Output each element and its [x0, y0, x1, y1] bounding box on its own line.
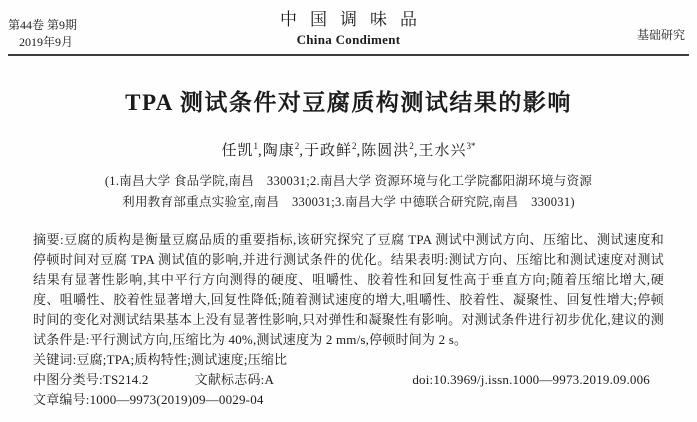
- author-name: 王水兴$^{3*}$: [418, 141, 476, 159]
- abstract-paragraph: 摘要:豆腐的质构是衡量豆腐品质的重要指标,该研究探究了豆腐 TPA 测试中测试方向、压缩比、测试速度和停顿时间对豆腐 TPA 测试值的影响,并进行测试条件的优化。结果表明:测试方向、压缩比和测试速度对测试结果有显著性影响,其中平行方向测得的硬度、咀嚼性、胶着性和回复性高于垂直方向;随着压缩比增大,硬度、咀嚼性、胶着性显著增大,回复性降低;随着测试速度的增大,咀嚼性、胶着性、凝聚性、回复性增大;停顿时间的变化对测试结果基本上没有显著性影响,只对弹性和凝聚性有影响。对测试条件进行初步优化,建议的测试条件是:平行测试方向,压缩比为 40%,测试速度为 2 mm/s,停顿时间为 2 s。: [33, 232, 664, 347]
- author-separator: ,: [257, 143, 263, 159]
- author-name: 任凯$^1$: [221, 141, 258, 159]
- author-name: 于政鲜$^2$: [303, 141, 357, 159]
- journal-name-block: [0, 5, 697, 48]
- clc-number: 中图分类号:TS214.2: [33, 372, 149, 387]
- journal-name-en: China Condiment: [296, 32, 401, 47]
- author-separator: ,: [356, 143, 362, 159]
- author-separator: ,: [413, 143, 419, 159]
- author-separator: ,: [299, 143, 304, 159]
- classification-line: [33, 370, 664, 390]
- document-code: 文献标志码:A: [194, 372, 275, 387]
- author-affil-mark: 2: [409, 141, 414, 151]
- affiliation-line: 利用教育部重点实验室,南昌 330031;3.南昌大学 中德联合研究院,南昌 330031): [122, 195, 575, 209]
- affiliation-line: (1.南昌大学 食品学院,南昌 330031;2.南昌大学 资源环境与化工学院鄱阳湖环境与资源: [104, 174, 593, 188]
- keywords-line: 关键词:豆腐;TPA;质构特性;测试速度;压缩比: [33, 352, 288, 367]
- author-affil-mark: 2: [352, 141, 357, 151]
- article-number-line: 文章编号:1000—9973(2019)09—0029-04: [33, 392, 264, 407]
- issue-date-label: 2019年9月: [19, 35, 74, 49]
- masthead-divider: [8, 54, 689, 56]
- volume-issue-label: 第44卷 第9期: [8, 18, 78, 32]
- author-affil-mark: 2: [294, 141, 300, 151]
- author-affil-mark: 1: [253, 141, 258, 151]
- journal-masthead: [0, 0, 697, 54]
- journal-name-zh: 中国调味品: [280, 10, 430, 29]
- author-name: 陈圆洪$^2$: [361, 141, 414, 159]
- doi-text: doi:10.3969/j.issn.1000—9973.2019.09.006: [412, 372, 650, 387]
- frontmatter-block: [33, 230, 664, 410]
- author-affil-mark: 3*: [466, 141, 476, 151]
- affiliations-block: [0, 171, 697, 213]
- author-line: [0, 139, 697, 160]
- author-name: 陶康$^2$: [262, 141, 300, 159]
- column-label: 基础研究: [636, 28, 685, 42]
- article-title: TPA 测试条件对豆腐质构测试结果的影响: [125, 90, 572, 115]
